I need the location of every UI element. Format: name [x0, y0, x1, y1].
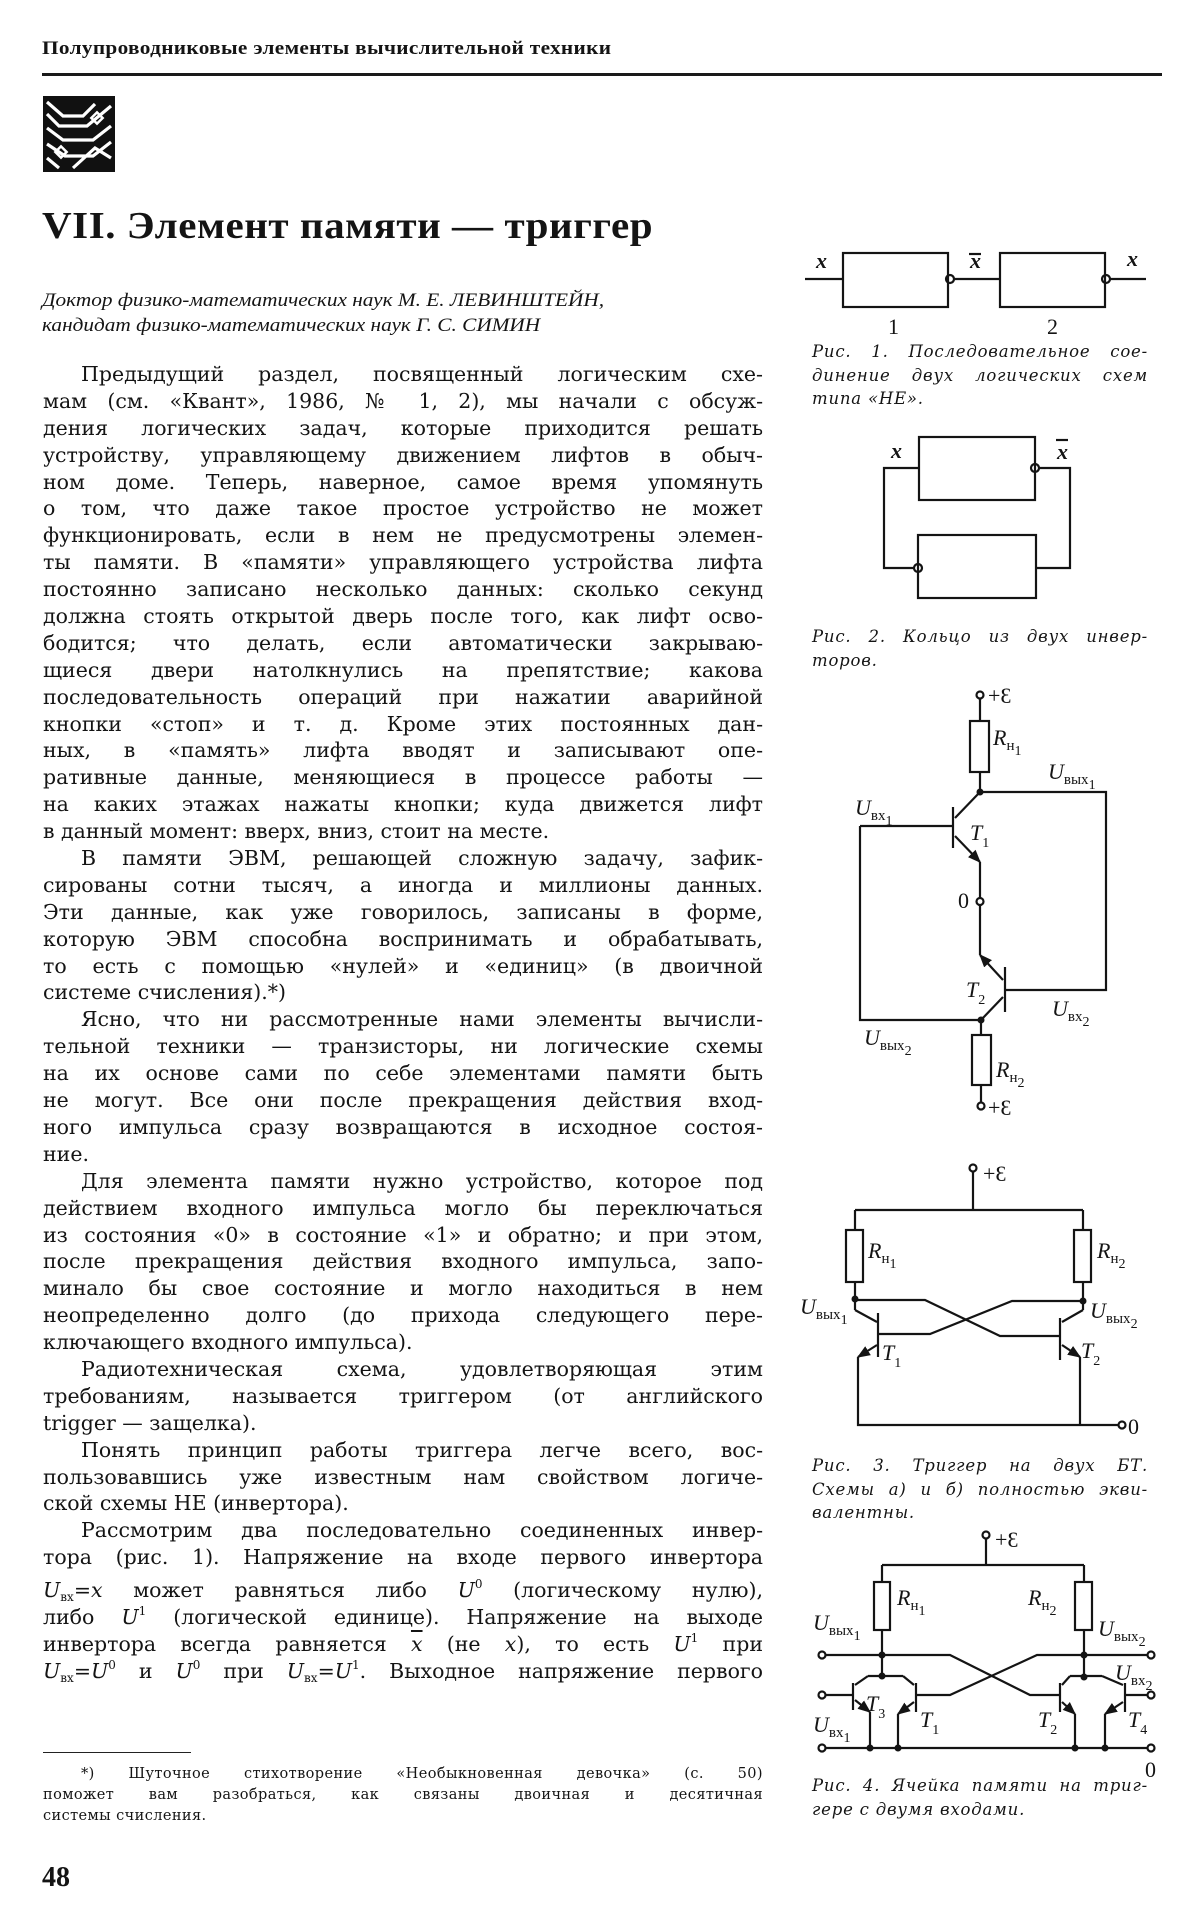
paragraph-line: дения логических задач, которые приходится решать: [43, 415, 763, 440]
label-index: 1: [894, 1356, 902, 1371]
text-run: (не: [422, 1631, 505, 1656]
fig3-label-e1: [988, 683, 1011, 708]
paragraph-line: Радиотехническая схема, удовлетворяющая этим: [81, 1356, 763, 1381]
label-subscript: н: [1009, 1070, 1018, 1086]
fig3-label-e2: [988, 1095, 1011, 1120]
fig3-label-uout2: [864, 1025, 912, 1059]
label-symbol: 0: [1145, 1757, 1156, 1782]
fig1-label-n2: [1047, 314, 1058, 339]
label-index: 2: [1082, 1015, 1090, 1030]
figure-4-memory-cell: [819, 1532, 1155, 1752]
text-run: (логической единице). Напряжение на выходе: [146, 1604, 763, 1629]
formula-symbol: U: [121, 1604, 139, 1629]
formula-index: 1: [352, 1657, 360, 1672]
label-symbol: T: [866, 1691, 879, 1716]
resistor-rn2: [972, 1035, 991, 1085]
text-run: либо: [43, 1604, 122, 1629]
label-index: 2: [1130, 1317, 1138, 1332]
ground-terminal: [977, 898, 984, 905]
label-symbol: U: [1052, 996, 1068, 1021]
label-index: 2: [1017, 1076, 1025, 1091]
text-run: . Выходное напряжение первого: [359, 1658, 764, 1683]
label-symbol: U: [813, 1610, 829, 1635]
caption-line: Рис. 2. Кольцо из двух инвер-: [812, 627, 1148, 646]
caption-line: динение двух логических схем: [812, 365, 1148, 385]
running-header: Полупроводниковые элементы вычислительной техники: [42, 38, 612, 59]
label-subscript: н: [1041, 1598, 1050, 1614]
fig4-label-r2: [1096, 1238, 1125, 1272]
inverter-bottom-block: [918, 535, 1036, 598]
fig4-label-t2: [1081, 1338, 1100, 1369]
paragraph-line: не могут. Все они после прекращения действия вход-: [43, 1088, 763, 1113]
paragraph-line: Для элемента памяти нужно устройство, которое под: [81, 1168, 763, 1193]
label-symbol: T: [1128, 1707, 1141, 1732]
paragraph-line: Понять принцип работы триггера легче всего, вос-: [81, 1437, 763, 1462]
paragraph-line: ты памяти. В «памяти» управляющего устройства лифта: [43, 550, 763, 575]
caption-line: гере с двумя входами.: [812, 1799, 1026, 1819]
paragraph-line: Эти данные, как уже говорилось, записаны в форме,: [43, 899, 763, 924]
label-symbol: R: [1028, 1585, 1042, 1610]
label-subscript: н: [1006, 738, 1015, 754]
label-index: 2: [1093, 1354, 1101, 1369]
label-symbol: U: [1098, 1616, 1114, 1641]
label-subscript: вх: [828, 1725, 844, 1741]
formula-symbol: x: [504, 1631, 517, 1656]
label-index: 1: [932, 1723, 940, 1738]
fig4-label-t1: [882, 1340, 901, 1371]
paragraph-line: щиеся двери натолкнулись на препятствие; какова: [43, 657, 763, 682]
formula-index: 1: [690, 1630, 699, 1645]
page-number: 48: [42, 1862, 70, 1893]
caption-line: Рис. 3. Триггер на двух БТ.: [812, 1456, 1148, 1475]
paragraph-line: последовательность операций при нажатии аварийной: [43, 684, 763, 709]
label-symbol: 2: [1047, 314, 1058, 339]
fig4-label-uout1: [800, 1294, 848, 1328]
label-subscript: н: [1110, 1251, 1119, 1267]
label-symbol: T: [1081, 1338, 1094, 1363]
label-symbol: R: [993, 725, 1007, 750]
paragraph-line: после прекращения действия входного импульса, запо-: [43, 1249, 763, 1274]
label-subscript: вых: [1113, 1629, 1139, 1645]
fig5-label-r1: [896, 1585, 925, 1619]
resistor-rn2: [1075, 1582, 1092, 1630]
label-index: 1: [1088, 778, 1096, 793]
fig4-label-r1: [867, 1238, 896, 1272]
paragraph-line: в данный момент: вверх, вниз, стоит на месте.: [43, 819, 550, 844]
label-symbol: T: [920, 1707, 933, 1732]
caption-line: типа «НЕ».: [812, 389, 924, 408]
label-symbol: +Ɛ: [988, 1095, 1012, 1120]
label-subscript: вх: [870, 808, 886, 824]
formula-index: вх: [304, 1670, 318, 1685]
fig4-label-zero: [1128, 1414, 1139, 1439]
paragraph-line: постоянно записано несколько данных: сколько секунд: [43, 577, 763, 602]
label-symbol: R: [868, 1238, 882, 1263]
paragraph-line: ном доме. Теперь, наверное, самое время упомянуть: [43, 469, 763, 494]
paragraph-line: кнопки «стоп» и т. д. Кроме этих постоянных дан-: [43, 711, 763, 736]
fig5-label-uin1: [813, 1712, 850, 1746]
label-subscript: вых: [1063, 772, 1089, 788]
label-symbol: x: [1057, 439, 1068, 464]
fig5-label-e: [995, 1527, 1018, 1552]
paragraph-line: ного импульса сразу возвращаются в исходное состоя-: [43, 1114, 763, 1139]
paragraph-line: тора (рис. 1). Напряжение на входе первого инвертора: [43, 1545, 763, 1570]
label-index: 2: [978, 993, 986, 1008]
fig3-label-r2: [995, 1057, 1024, 1091]
text-run: может равняться либо: [102, 1578, 458, 1603]
text-run: (логическому нулю),: [482, 1578, 763, 1603]
formula-symbol: U: [673, 1631, 691, 1656]
inverter-1-block: [843, 253, 948, 307]
paragraph-line: сированы сотни тысяч, а иногда и миллионы данных.: [43, 872, 763, 897]
paragraph-line: тельной техники — транзисторы, ни логические схемы: [43, 1034, 763, 1059]
caption-line: Схемы а) и б) полностью экви-: [812, 1479, 1148, 1499]
label-symbol: U: [1090, 1298, 1106, 1323]
paragraph-line: устройству, управляющему движением лифтов в обыч-: [43, 442, 763, 467]
paragraph-line: В памяти ЭВМ, решающей сложную задачу, зафик-: [81, 846, 763, 871]
paragraph-line: неопределенно долго (до прихода следующего пере-: [43, 1303, 763, 1328]
formula-symbol: U: [91, 1658, 109, 1683]
fig3-label-t1: [970, 820, 989, 851]
fig4-label-e: [983, 1161, 1006, 1186]
text-run: при: [200, 1658, 287, 1683]
formula-symbol: U: [175, 1658, 193, 1683]
fig5-label-t1: [920, 1707, 939, 1738]
resistor-rn1: [846, 1230, 863, 1282]
label-symbol: 0: [958, 888, 969, 913]
footnote-line: поможет вам разобраться, как связаны двоичная и десятичная: [43, 1787, 763, 1803]
label-subscript: вх: [1130, 1673, 1146, 1689]
label-symbol: 1: [888, 314, 899, 339]
fig2-label-out: [1056, 439, 1068, 464]
fig2-label-in: [890, 438, 902, 463]
author-line: кандидат физико-математических наук Г. С. СИМИН: [42, 315, 541, 336]
figure-2-inverter-ring: [884, 437, 1070, 598]
label-index: 1: [843, 1731, 851, 1746]
fig5-label-zero: [1145, 1757, 1156, 1782]
label-index: 2: [1049, 1604, 1057, 1619]
paragraph-line: ративные данные, меняющиеся в процессе работы —: [43, 765, 763, 790]
formula-symbol: $\overline{x}$: [410, 1631, 423, 1656]
label-symbol: R: [996, 1057, 1010, 1082]
text-run: =: [73, 1578, 91, 1603]
paragraph-line: ключающего входного импульса).: [43, 1330, 413, 1355]
paragraph-line: пользовавшись уже известным нам свойством логиче-: [43, 1464, 763, 1489]
fig3-label-t2: [966, 977, 985, 1008]
caption-line: Рис. 1. Последовательное сое-: [812, 342, 1148, 361]
paragraph-line: минало бы свое состояние и могло находиться в нем: [43, 1276, 763, 1301]
paragraph-line: ской схемы НЕ (инвертора).: [43, 1491, 349, 1516]
label-symbol: U: [1115, 1660, 1131, 1685]
label-subscript: вых: [1105, 1311, 1131, 1327]
formula-index: вх: [60, 1590, 74, 1605]
label-symbol: x: [891, 438, 902, 463]
formula-symbol: U: [43, 1658, 61, 1683]
paragraph-line: на их основе сами по себе элементами памяти быть: [43, 1061, 763, 1086]
text-run: =: [73, 1658, 91, 1683]
label-index: 1: [885, 814, 893, 829]
label-symbol: T: [966, 977, 979, 1002]
fig4-label-uout2: [1090, 1298, 1138, 1332]
label-symbol: +Ɛ: [983, 1161, 1007, 1186]
fig5-label-t3: [866, 1691, 885, 1722]
label-symbol: R: [897, 1585, 911, 1610]
paragraph-line: функционировать, если в нем не предусмотрены элемен-: [43, 523, 763, 548]
author-line: Доктор физико-математических наук М. Е. ЛЕВИНШТЕЙН,: [42, 290, 605, 311]
text-run: =: [317, 1658, 335, 1683]
paragraph-line: действием входного импульса могло бы переключаться: [43, 1195, 763, 1220]
label-symbol: U: [1048, 759, 1064, 784]
formula-index: 0: [192, 1657, 201, 1672]
paragraph-line: trigger — защелка).: [43, 1410, 257, 1435]
caption-line: торов.: [812, 650, 878, 670]
label-subscript: вых: [815, 1307, 841, 1323]
label-index: 1: [982, 836, 990, 851]
inverter-top-block: [919, 437, 1035, 500]
label-index: 1: [889, 1257, 897, 1272]
label-index: 1: [840, 1313, 848, 1328]
footnote-line: *) Шуточное стихотворение «Необыкновенная девочка» (с. 50): [81, 1766, 763, 1782]
paragraph-line: на каких этажах нажаты кнопки; куда движется лифт: [43, 792, 763, 817]
label-symbol: +Ɛ: [988, 683, 1012, 708]
label-index: 4: [1140, 1723, 1148, 1738]
paragraph-line: о том, что даже такое простое устройство не может: [43, 496, 763, 521]
footnote-line: системы счисления.: [43, 1808, 207, 1824]
fig3-label-uout1: [1048, 759, 1096, 793]
caption-line: валентны.: [812, 1503, 915, 1522]
formula-symbol: U: [286, 1658, 305, 1683]
resistor-rn1: [874, 1582, 890, 1630]
label-symbol: T: [1038, 1707, 1051, 1732]
label-subscript: н: [910, 1598, 919, 1614]
fig3-label-uin2: [1052, 996, 1089, 1030]
label-symbol: U: [813, 1712, 829, 1737]
label-symbol: U: [800, 1294, 816, 1319]
fig1-label-in: [815, 248, 827, 273]
formula-index: вх: [60, 1670, 74, 1685]
fig1-label-out: [1126, 246, 1138, 271]
formula-symbol: U: [43, 1578, 61, 1603]
label-symbol: x: [816, 248, 827, 273]
article-title: VII. Элемент памяти — триггер: [42, 205, 654, 247]
fig5-label-uout2: [1098, 1616, 1146, 1650]
label-index: 3: [878, 1707, 886, 1722]
label-symbol: 0: [1128, 1414, 1139, 1439]
figure-3-trigger: [846, 1165, 1126, 1429]
resistor-rn2: [1074, 1230, 1091, 1282]
label-symbol: x: [970, 248, 981, 273]
formula-symbol: x: [91, 1578, 103, 1603]
label-symbol: R: [1097, 1238, 1111, 1263]
text-run: инвертора всегда равняется: [43, 1631, 411, 1656]
paragraph-line: должна стоять открытой дверь после того, как лифт осво-: [43, 604, 763, 629]
resistor-rn1: [970, 721, 989, 772]
fig5-label-t2: [1038, 1707, 1057, 1738]
paragraph-line: мам (см. «Квант», 1986, № 1, 2), мы начали с обсуж-: [43, 388, 763, 413]
text-run: при: [698, 1631, 763, 1656]
inverter-2-block: [1000, 253, 1105, 307]
label-symbol: +Ɛ: [995, 1527, 1019, 1552]
text-run: ), то есть: [516, 1631, 674, 1656]
label-symbol: x: [1127, 246, 1138, 271]
paragraph-line: ние.: [43, 1141, 89, 1166]
label-subscript: вх: [1067, 1009, 1083, 1025]
label-index: 1: [918, 1604, 926, 1619]
label-index: 2: [1050, 1723, 1058, 1738]
fig3-label-uin1: [855, 795, 892, 829]
fig1-label-mid: [969, 248, 981, 273]
label-index: 1: [853, 1629, 861, 1644]
formula-index: 0: [108, 1657, 116, 1672]
paragraph-line: бодится; что делать, если автоматически закрываю-: [43, 630, 763, 655]
formula-index: 1: [138, 1603, 147, 1618]
label-subscript: вых: [828, 1623, 854, 1639]
label-index: 2: [1118, 1257, 1126, 1272]
paragraph-line: ных, в «память» лифта вводят и записывают опе-: [43, 738, 763, 763]
fig5-label-uin2: [1115, 1660, 1152, 1694]
label-subscript: вых: [879, 1038, 905, 1054]
formula-symbol: U: [334, 1658, 353, 1683]
label-symbol: U: [855, 795, 871, 820]
label-subscript: н: [881, 1251, 890, 1267]
paragraph-line: то есть с помощью «нулей» и «единиц» (в двоичной: [43, 953, 763, 978]
fig5-label-r2: [1027, 1585, 1056, 1619]
fig3-label-zero: [958, 888, 969, 913]
label-symbol: T: [970, 820, 983, 845]
formula-symbol: U: [457, 1578, 475, 1603]
paragraph-line: Ясно, что ни рассмотренные нами элементы вычисли-: [81, 1007, 763, 1032]
fig5-label-uout1: [813, 1610, 861, 1644]
paragraph-line: требованиям, называется триггером (от английского: [43, 1383, 763, 1408]
text-run: и: [115, 1658, 176, 1683]
label-index: 2: [1145, 1679, 1153, 1694]
paragraph-line: из состояния «0» в состояние «1» и обратно; и при этом,: [43, 1222, 763, 1247]
formula-index: 0: [474, 1577, 483, 1592]
fig3-label-r1: [992, 725, 1021, 759]
paragraph-line: Рассмотрим два последовательно соединенных инвер-: [81, 1518, 763, 1543]
paragraph-line: системе счисления).*): [43, 980, 287, 1005]
fig5-label-t4: [1128, 1707, 1147, 1738]
caption-line: Рис. 4. Ячейка памяти на триг-: [812, 1776, 1148, 1795]
paragraph-line: Предыдущий раздел, посвященный логическим схе-: [81, 362, 763, 386]
label-symbol: U: [864, 1025, 880, 1050]
label-symbol: T: [882, 1340, 895, 1365]
label-index: 1: [1014, 744, 1022, 759]
fig1-label-n1: [888, 314, 899, 339]
label-index: 2: [904, 1044, 912, 1059]
paragraph-line: которую ЭВМ способна воспринимать и обрабатывать,: [43, 926, 763, 951]
label-index: 2: [1138, 1635, 1146, 1650]
